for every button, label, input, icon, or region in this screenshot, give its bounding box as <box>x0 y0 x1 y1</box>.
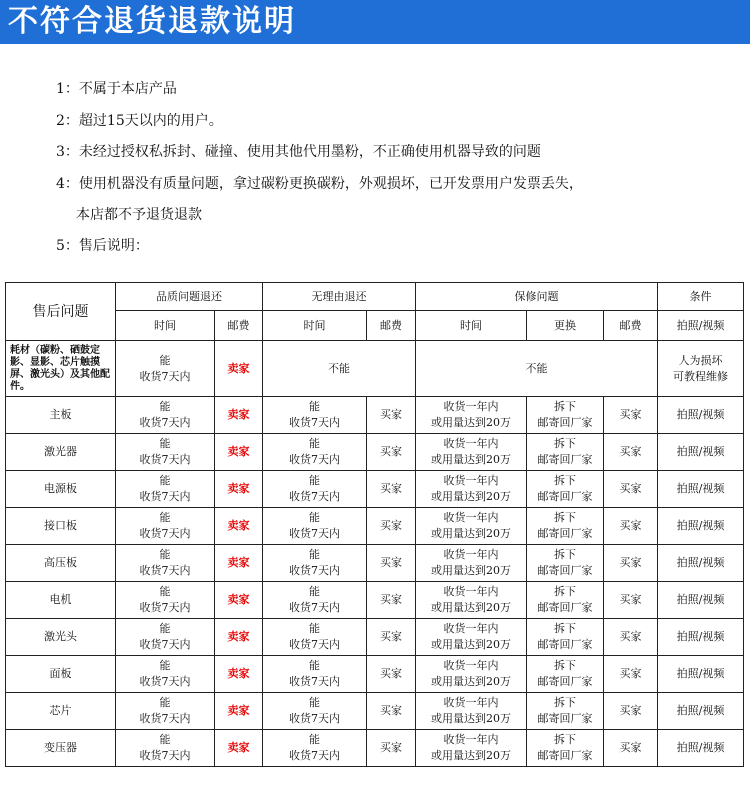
quality-time-cell <box>116 656 215 693</box>
quality-postage-cell: 卖家 <box>215 397 263 434</box>
table-row <box>6 693 744 730</box>
cell-line: 收货7天内 <box>139 416 191 429</box>
note-4-continued: 本店都不予退货退款 <box>76 207 202 223</box>
note-3: 3：未经过授权私拆封、碰撞、使用其他代用墨粉，不正确使用机器导致的问题 <box>56 144 541 160</box>
table-row <box>6 508 744 545</box>
cell-line: 能 <box>309 585 320 598</box>
cell-line: 或用量达到20万 <box>431 675 511 688</box>
cell-line: 拆下 <box>554 548 576 561</box>
noreason-time-cell <box>263 582 367 619</box>
cell-line: 拆下 <box>554 474 576 487</box>
subcol-warranty-replace: 更换 <box>527 311 604 341</box>
quality-time-cell <box>116 545 215 582</box>
quality-postage-cell: 卖家 <box>215 693 263 730</box>
table-row <box>6 471 744 508</box>
note-4: 4：使用机器没有质量问题，拿过碳粉更换碳粉，外观损坏，已开发票用户发票丢失， <box>56 176 583 192</box>
cell-line: 能 <box>159 733 171 746</box>
warranty-postage-cell: 买家 <box>604 656 658 693</box>
cell-line: 能 <box>159 400 171 413</box>
subcol-noreason-time: 时间 <box>263 311 367 341</box>
col-issue: 售后问题 <box>6 283 116 341</box>
warranty-postage-cell: 买家 <box>604 545 658 582</box>
noreason-postage-cell: 买家 <box>367 545 416 582</box>
subcol-warranty-postage: 邮费 <box>604 311 658 341</box>
cell-line: 拆下 <box>554 400 576 413</box>
quality-postage-cell: 卖家 <box>215 434 263 471</box>
cell-line: 或用量达到20万 <box>431 601 511 614</box>
warranty-replace-cell <box>527 730 604 767</box>
cell-line: 收货7天内 <box>289 564 340 577</box>
cell-line: 收货7天内 <box>289 527 340 540</box>
part-name: 电源板 <box>6 471 116 508</box>
cell-line: 拆下 <box>554 437 576 450</box>
table-row <box>6 619 744 656</box>
warranty-replace-cell <box>527 508 604 545</box>
consumables-noreason: 不能 <box>263 341 416 397</box>
condition-cell: 拍照/视频 <box>658 693 744 730</box>
subcol-quality-time: 时间 <box>116 311 215 341</box>
cell-line: 收货7天内 <box>139 638 191 651</box>
table-row <box>6 730 744 767</box>
cell-line: 收货一年内 <box>443 548 499 561</box>
part-name: 激光器 <box>6 434 116 471</box>
cell-line: 能 <box>159 696 171 709</box>
part-name: 主板 <box>6 397 116 434</box>
part-name: 接口板 <box>6 508 116 545</box>
condition-cell: 拍照/视频 <box>658 619 744 656</box>
cell-line: 能 <box>159 659 171 672</box>
cell-line: 能 <box>309 659 320 672</box>
warranty-replace-cell <box>527 693 604 730</box>
cell-line: 收货一年内 <box>443 511 499 524</box>
warranty-time-cell <box>416 508 527 545</box>
cell-line: 拆下 <box>554 585 576 598</box>
quality-time-cell <box>116 434 215 471</box>
table-row <box>6 397 744 434</box>
quality-time-cell <box>116 619 215 656</box>
cell-line: 收货7天内 <box>289 601 340 614</box>
cell-line: 能 <box>309 622 320 635</box>
warranty-replace-cell <box>527 545 604 582</box>
cell-line: 邮寄回厂家 <box>537 749 593 762</box>
cell-line: 收货7天内 <box>139 675 191 688</box>
part-name: 高压板 <box>6 545 116 582</box>
part-name: 芯片 <box>6 693 116 730</box>
cell-line: 人为损坏 <box>678 353 723 367</box>
table-row <box>6 545 744 582</box>
cell-line: 能 <box>159 585 171 598</box>
warranty-replace-cell <box>527 434 604 471</box>
condition-cell: 拍照/视频 <box>658 545 744 582</box>
cell-line: 或用量达到20万 <box>431 490 511 503</box>
warranty-replace-cell <box>527 397 604 434</box>
quality-postage-cell: 卖家 <box>215 545 263 582</box>
warranty-postage-cell: 买家 <box>604 471 658 508</box>
quality-time-cell <box>116 397 215 434</box>
noreason-time-cell <box>263 508 367 545</box>
cell-line: 收货7天内 <box>289 490 340 503</box>
quality-postage-cell: 卖家 <box>215 656 263 693</box>
consumables-row <box>6 341 744 397</box>
noreason-postage-cell: 买家 <box>367 397 416 434</box>
part-name: 电机 <box>6 582 116 619</box>
consumables-name: 耗材（碳粉、硒鼓定影、显影、芯片触摸屏、激光头）及其他配件。 <box>6 341 116 397</box>
note-2: 2：超过15天以内的用户。 <box>56 113 223 129</box>
warranty-time-cell <box>416 693 527 730</box>
cell-line: 拆下 <box>554 659 576 672</box>
cell-line: 邮寄回厂家 <box>537 490 593 503</box>
cell-line: 收货一年内 <box>443 733 499 746</box>
cell-line: 能 <box>159 511 171 524</box>
warranty-time-cell <box>416 471 527 508</box>
warranty-time-cell <box>416 434 527 471</box>
noreason-postage-cell: 买家 <box>367 730 416 767</box>
noreason-postage-cell: 买家 <box>367 471 416 508</box>
subcol-quality-postage: 邮费 <box>215 311 263 341</box>
noreason-time-cell <box>263 434 367 471</box>
cell-line: 可教程维修 <box>673 369 728 383</box>
warranty-time-cell <box>416 656 527 693</box>
warranty-time-cell <box>416 619 527 656</box>
cell-line: 能 <box>309 474 320 487</box>
cell-line: 邮寄回厂家 <box>537 453 593 466</box>
noreason-postage-cell: 买家 <box>367 508 416 545</box>
cell-line: 收货7天内 <box>289 453 340 466</box>
cell-line: 收货一年内 <box>443 400 499 413</box>
cell-line: 收货7天内 <box>139 712 191 725</box>
cell-line: 拆下 <box>554 733 576 746</box>
warranty-time-cell <box>416 397 527 434</box>
cell-line: 邮寄回厂家 <box>537 675 593 688</box>
cell-line: 收货7天内 <box>289 749 340 762</box>
cell-line: 能 <box>159 622 171 635</box>
cell-line: 能 <box>309 511 320 524</box>
cell-line: 拆下 <box>554 696 576 709</box>
cell-line: 能 <box>309 548 320 561</box>
part-name: 激光头 <box>6 619 116 656</box>
warranty-postage-cell: 买家 <box>604 730 658 767</box>
cell-line: 收货一年内 <box>443 585 499 598</box>
cell-line: 收货一年内 <box>443 696 499 709</box>
quality-time-cell <box>116 582 215 619</box>
note-5: 5：售后说明： <box>56 238 149 254</box>
condition-cell: 拍照/视频 <box>658 508 744 545</box>
note-1: 1：不属于本店产品 <box>56 81 177 97</box>
quality-time-cell <box>116 508 215 545</box>
cell-line: 邮寄回厂家 <box>537 527 593 540</box>
col-condition: 条件 <box>658 283 744 311</box>
cell-line: 或用量达到20万 <box>431 749 511 762</box>
cell-line: 收货7天内 <box>139 369 191 383</box>
warranty-postage-cell: 买家 <box>604 619 658 656</box>
header-row-1 <box>6 283 744 311</box>
cell-line: 拆下 <box>554 511 576 524</box>
cell-line: 邮寄回厂家 <box>537 638 593 651</box>
warranty-time-cell <box>416 545 527 582</box>
cell-line: 或用量达到20万 <box>431 564 511 577</box>
noreason-time-cell <box>263 730 367 767</box>
cell-line: 能 <box>159 437 171 450</box>
cell-line: 收货一年内 <box>443 659 499 672</box>
warranty-replace-cell <box>527 656 604 693</box>
cell-line: 收货一年内 <box>443 474 499 487</box>
warranty-postage-cell: 买家 <box>604 693 658 730</box>
noreason-time-cell <box>263 397 367 434</box>
warranty-postage-cell: 买家 <box>604 508 658 545</box>
cell-line: 收货7天内 <box>139 564 191 577</box>
header-row-2 <box>6 311 744 341</box>
cell-line: 能 <box>159 353 171 367</box>
noreason-time-cell <box>263 545 367 582</box>
warranty-time-cell <box>416 582 527 619</box>
condition-cell: 拍照/视频 <box>658 656 744 693</box>
quality-time-cell <box>116 471 215 508</box>
part-name: 面板 <box>6 656 116 693</box>
cell-line: 收货7天内 <box>139 490 191 503</box>
cell-line: 邮寄回厂家 <box>537 564 593 577</box>
quality-postage-cell: 卖家 <box>215 471 263 508</box>
noreason-time-cell <box>263 619 367 656</box>
subcol-condition: 拍照/视频 <box>658 311 744 341</box>
cell-line: 收货7天内 <box>139 527 191 540</box>
quality-time-cell <box>116 693 215 730</box>
consumables-quality-time <box>116 341 215 397</box>
part-name: 变压器 <box>6 730 116 767</box>
cell-line: 或用量达到20万 <box>431 712 511 725</box>
cell-line: 能 <box>309 696 320 709</box>
quality-postage-cell: 卖家 <box>215 508 263 545</box>
cell-line: 邮寄回厂家 <box>537 712 593 725</box>
cell-line: 能 <box>159 548 171 561</box>
cell-line: 或用量达到20万 <box>431 638 511 651</box>
noreason-postage-cell: 买家 <box>367 582 416 619</box>
condition-cell: 拍照/视频 <box>658 730 744 767</box>
condition-cell: 拍照/视频 <box>658 397 744 434</box>
col-warranty: 保修问题 <box>416 283 658 311</box>
cell-line: 收货7天内 <box>289 638 340 651</box>
cell-line: 能 <box>309 733 320 746</box>
subcol-noreason-postage: 邮费 <box>367 311 416 341</box>
cell-line: 收货7天内 <box>289 675 340 688</box>
cell-line: 收货7天内 <box>289 712 340 725</box>
warranty-postage-cell: 买家 <box>604 434 658 471</box>
cell-line: 邮寄回厂家 <box>537 416 593 429</box>
warranty-replace-cell <box>527 471 604 508</box>
noreason-postage-cell: 买家 <box>367 434 416 471</box>
condition-cell: 拍照/视频 <box>658 582 744 619</box>
page-title: 不符合退货退款说明 <box>8 4 296 39</box>
cell-line: 收货一年内 <box>443 437 499 450</box>
table-row <box>6 434 744 471</box>
noreason-postage-cell: 买家 <box>367 619 416 656</box>
cell-line: 能 <box>309 400 320 413</box>
consumables-warranty: 不能 <box>416 341 658 397</box>
cell-line: 或用量达到20万 <box>431 416 511 429</box>
table-row <box>6 656 744 693</box>
table-row <box>6 582 744 619</box>
condition-cell: 拍照/视频 <box>658 471 744 508</box>
cell-line: 收货7天内 <box>139 601 191 614</box>
cell-line: 收货7天内 <box>139 453 191 466</box>
noreason-postage-cell: 买家 <box>367 656 416 693</box>
cell-line: 邮寄回厂家 <box>537 601 593 614</box>
cell-line: 收货一年内 <box>443 622 499 635</box>
cell-line: 或用量达到20万 <box>431 527 511 540</box>
after-sales-table <box>5 282 744 767</box>
noreason-postage-cell: 买家 <box>367 693 416 730</box>
warranty-postage-cell: 买家 <box>604 397 658 434</box>
consumables-quality-postage: 卖家 <box>215 341 263 397</box>
quality-time-cell <box>116 730 215 767</box>
noreason-time-cell <box>263 471 367 508</box>
warranty-postage-cell: 买家 <box>604 582 658 619</box>
warranty-time-cell <box>416 730 527 767</box>
quality-postage-cell: 卖家 <box>215 582 263 619</box>
consumables-condition <box>658 341 744 397</box>
col-quality-return: 品质问题退还 <box>116 283 263 311</box>
quality-postage-cell: 卖家 <box>215 730 263 767</box>
noreason-time-cell <box>263 656 367 693</box>
cell-line: 收货7天内 <box>289 416 340 429</box>
cell-line: 能 <box>309 437 320 450</box>
subcol-warranty-time: 时间 <box>416 311 527 341</box>
warranty-replace-cell <box>527 582 604 619</box>
col-no-reason-return: 无理由退还 <box>263 283 416 311</box>
condition-cell: 拍照/视频 <box>658 434 744 471</box>
quality-postage-cell: 卖家 <box>215 619 263 656</box>
part-rows <box>6 397 744 767</box>
cell-line: 能 <box>159 474 171 487</box>
title-banner <box>0 0 750 44</box>
cell-line: 收货7天内 <box>139 749 191 762</box>
noreason-time-cell <box>263 693 367 730</box>
cell-line: 或用量达到20万 <box>431 453 511 466</box>
warranty-replace-cell <box>527 619 604 656</box>
cell-line: 拆下 <box>554 622 576 635</box>
